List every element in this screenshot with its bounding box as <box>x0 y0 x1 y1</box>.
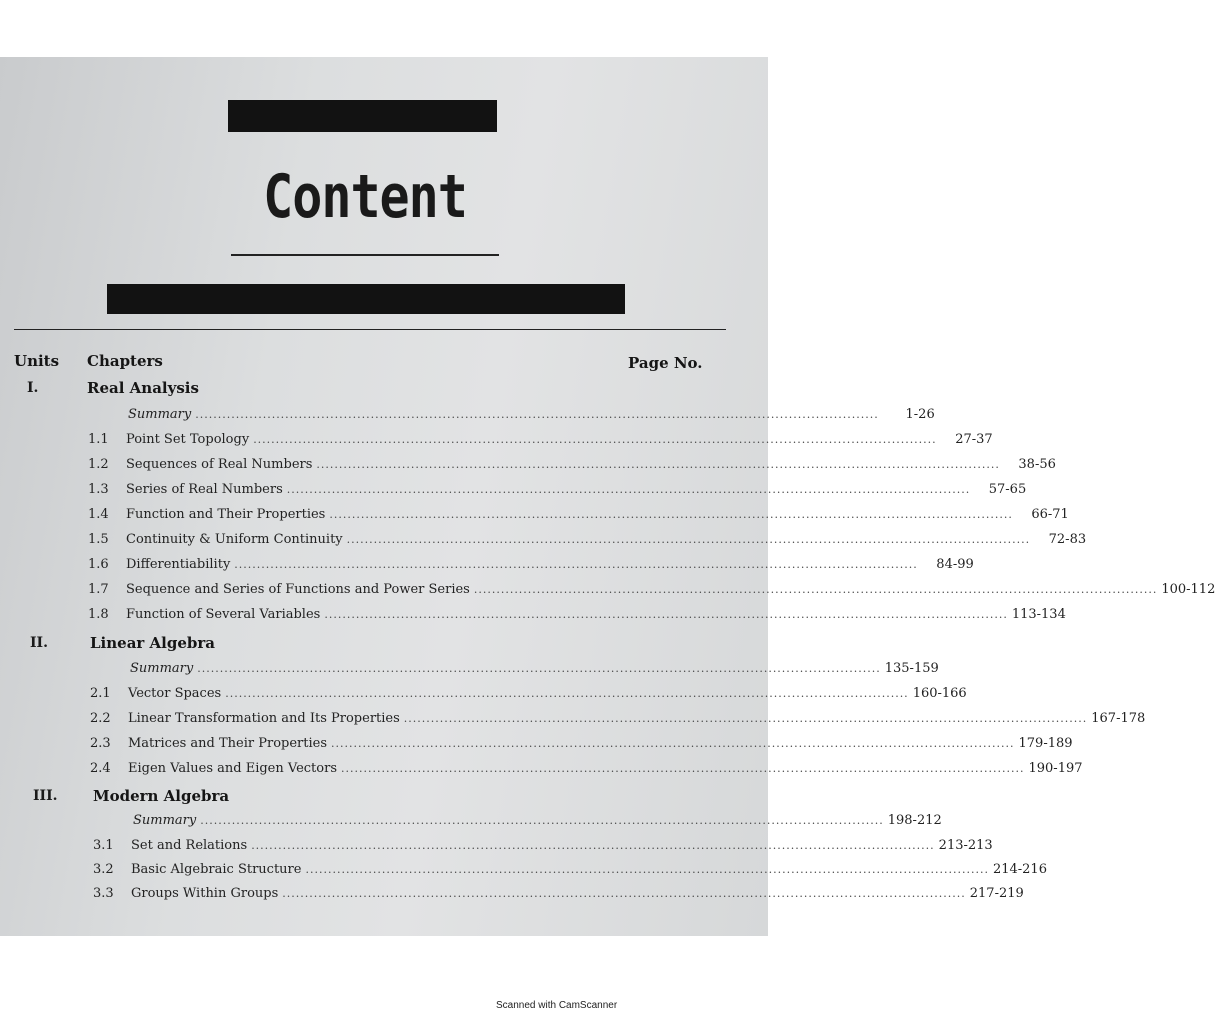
redaction-bar-bottom <box>107 284 625 314</box>
entry-label: Point Set Topology <box>126 432 250 447</box>
dot-leader: ........................................................................................................................................................ <box>316 458 1000 471</box>
entry-pages: 1-26 <box>905 407 935 422</box>
entry-label: Groups Within Groups <box>131 886 279 901</box>
toc-entry: 1.2 Sequences of Real Numbers ........................................................................................................................................................ 38-56 <box>88 457 1056 472</box>
redaction-bar-top <box>228 100 497 132</box>
entry-pages: 38-56 <box>1018 457 1056 472</box>
toc-entry: 1.3 Series of Real Numbers ........................................................................................................................................................ 57-65 <box>88 482 1027 497</box>
entry-pages: 198-212 <box>887 813 942 828</box>
entry-pages: 214-216 <box>992 862 1047 877</box>
toc-entry: 2.2 Linear Transformation and Its Properties ........................................................................................................................................................ 167-178 <box>90 711 1146 726</box>
dot-leader: ........................................................................................................................................................ <box>197 662 881 675</box>
entry-pages: 167-178 <box>1091 711 1146 726</box>
entry-pages: 217-219 <box>969 886 1024 901</box>
toc-entry: 2.1 Vector Spaces ........................................................................................................................................................ 160-166 <box>90 686 967 701</box>
unit-numeral: III. <box>33 788 58 804</box>
unit-title: Modern Algebra <box>93 787 230 805</box>
dot-leader: ........................................................................................................................................................ <box>473 583 1158 596</box>
entry-pages: 57-65 <box>988 482 1027 497</box>
entry-pages: 135-159 <box>884 661 939 676</box>
entry-pages: 179-189 <box>1018 736 1073 751</box>
entry-label: Matrices and Their Properties <box>128 736 328 751</box>
dot-leader: ........................................................................................................................................................ <box>403 712 1088 725</box>
toc-entry <box>88 407 935 422</box>
toc-entry: 3.2 Basic Algebraic Structure ........................................................................................................................................................ 214-216 <box>93 862 1047 877</box>
entry-label: Sequences of Real Numbers <box>126 457 313 472</box>
entry-pages: 113-134 <box>1011 607 1066 622</box>
entry-label: Series of Real Numbers <box>126 482 283 497</box>
dot-leader: ........................................................................................................................................................ <box>234 558 918 571</box>
entry-label: Linear Transformation and Its Properties <box>128 711 400 726</box>
entry-label: Summary <box>130 661 194 676</box>
entry-label: Eigen Values and Eigen Vectors <box>128 761 337 776</box>
entry-label: Vector Spaces <box>128 686 222 701</box>
entry-pages: 190-197 <box>1028 761 1083 776</box>
dot-leader: ........................................................................................................................................................ <box>346 533 1031 546</box>
toc-entry: 3.3 Groups Within Groups ........................................................................................................................................................ 217-219 <box>93 886 1024 901</box>
dot-leader: ........................................................................................................................................................ <box>305 863 989 876</box>
entry-pages: 27-37 <box>955 432 993 447</box>
entry-pages: 84-99 <box>936 557 974 572</box>
entry-label: Summary <box>133 813 197 828</box>
entry-pages: 213-213 <box>938 838 993 853</box>
entry-pages: 160-166 <box>912 686 967 701</box>
unit-numeral: II. <box>30 635 48 651</box>
dot-leader: ........................................................................................................................................................ <box>251 839 935 852</box>
toc-entry <box>90 661 939 676</box>
entry-pages: 100-112 <box>1161 582 1215 597</box>
dot-leader: ........................................................................................................................................................ <box>324 608 1008 621</box>
entry-pages: 66-71 <box>1031 507 1069 522</box>
toc-entry: 1.6 Differentiability ........................................................................................................................................................ 84-99 <box>88 557 974 572</box>
dot-leader: ........................................................................................................................................................ <box>286 483 971 496</box>
page-no-header: Page No. <box>628 354 703 372</box>
toc-entry: 1.7 Sequence and Series of Functions and Power Series ........................................................................................................................................................ 100-112 <box>88 582 1215 597</box>
entry-label: Summary <box>128 407 192 422</box>
units-header: Units <box>14 352 60 370</box>
unit-title: Linear Algebra <box>90 634 216 652</box>
unit-numeral: I. <box>27 380 39 396</box>
entry-label: Differentiability <box>126 557 231 572</box>
toc-entry: 1.5 Continuity & Uniform Continuity ........................................................................................................................................................ 72-83 <box>88 532 1087 547</box>
dot-leader: ........................................................................................................................................................ <box>225 687 909 700</box>
dot-leader: ........................................................................................................................................................ <box>329 508 1013 521</box>
toc-entry: 1.8 Function of Several Variables ........................................................................................................................................................ 113-134 <box>88 607 1066 622</box>
dot-leader: ........................................................................................................................................................ <box>341 762 1025 775</box>
toc-entry: 1.4 Function and Their Properties ........................................................................................................................................................ 66-71 <box>88 507 1069 522</box>
dot-leader: ........................................................................................................................................................ <box>282 887 966 900</box>
entry-label: Function and Their Properties <box>126 507 326 522</box>
title-underline <box>231 254 499 256</box>
dot-leader: ........................................................................................................................................................ <box>253 433 937 446</box>
toc-entry: 2.3 Matrices and Their Properties ........................................................................................................................................................ 179-189 <box>90 736 1073 751</box>
entry-label: Sequence and Series of Functions and Power Series <box>126 582 470 597</box>
dot-leader: ........................................................................................................................................................ <box>200 814 884 827</box>
toc-entry: 3.1 Set and Relations ........................................................................................................................................................ 213-213 <box>93 838 993 853</box>
scanned-page <box>0 57 1215 936</box>
entry-pages: 72-83 <box>1048 532 1087 547</box>
page-title: Content <box>263 162 467 232</box>
toc-entry: 2.4 Eigen Values and Eigen Vectors ........................................................................................................................................................ 190-197 <box>90 761 1083 776</box>
header-rule <box>14 329 726 330</box>
scanner-watermark: Scanned with CamScanner <box>496 1000 618 1011</box>
dot-leader: ........................................................................................................................................................ <box>195 408 879 421</box>
entry-label: Set and Relations <box>131 838 248 853</box>
chapters-header: Chapters <box>87 352 163 370</box>
toc-entry <box>93 813 942 828</box>
entry-label: Basic Algebraic Structure <box>131 862 302 877</box>
toc-entry: 1.1 Point Set Topology ........................................................................................................................................................ 27-37 <box>88 432 993 447</box>
dot-leader: ........................................................................................................................................................ <box>331 737 1015 750</box>
entry-label: Continuity & Uniform Continuity <box>126 532 343 547</box>
unit-title: Real Analysis <box>87 379 199 397</box>
entry-label: Function of Several Variables <box>126 607 321 622</box>
